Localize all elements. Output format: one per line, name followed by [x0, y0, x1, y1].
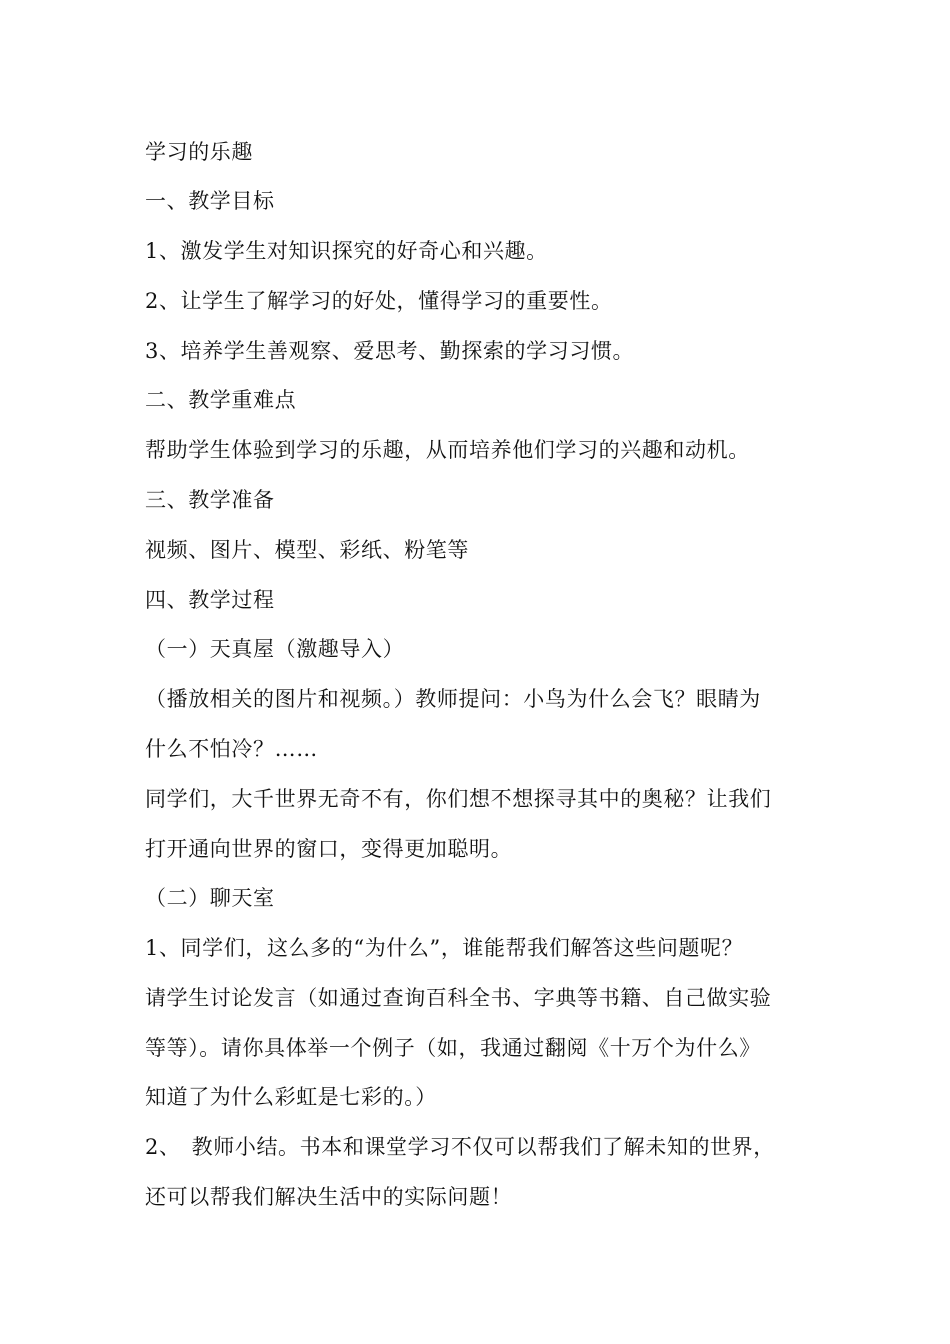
section-heading-process: 四、教学过程: [145, 588, 275, 612]
paragraph-line: 2、 教师小结。书本和课堂学习不仅可以帮我们了解未知的世界，: [145, 1135, 775, 1159]
paragraph-line: 知道了为什么彩虹是七彩的。）: [145, 1085, 437, 1109]
objective-item-1: 1、激发学生对知识探究的好奇心和兴趣。: [145, 239, 548, 263]
subsection-heading-1: （一）天真屋（激趣导入）: [145, 637, 405, 661]
objective-item-2: 2、让学生了解学习的好处，懂得学习的重要性。: [145, 289, 613, 313]
preparation-text: 视频、图片、模型、彩纸、粉笔等: [145, 538, 469, 562]
paragraph-line: 等等）。请你具体举一个例子（如，我通过翻阅《十万个为什么》: [145, 1036, 761, 1060]
paragraph-line: 同学们，大千世界无奇不有，你们想不想探寻其中的奥秘？让我们: [145, 787, 772, 811]
section-heading-preparation: 三、教学准备: [145, 488, 275, 512]
paragraph-line: 什么不怕冷？……: [145, 737, 318, 761]
paragraph-line: 还可以帮我们解决生活中的实际问题！: [145, 1185, 513, 1209]
paragraph-line: 打开通向世界的窗口，变得更加聪明。: [145, 837, 513, 861]
objective-item-3: 3、培养学生善观察、爱思考、勤探索的学习习惯。: [145, 339, 635, 363]
paragraph-line: （播放相关的图片和视频。）教师提问：小鸟为什么会飞？眼睛为: [145, 687, 761, 711]
key-points-text: 帮助学生体验到学习的乐趣，从而培养他们学习的兴趣和动机。: [145, 438, 750, 462]
subsection-heading-2: （二）聊天室: [145, 886, 275, 910]
section-heading-objectives: 一、教学目标: [145, 189, 275, 213]
document-title: 学习的乐趣: [145, 140, 253, 164]
section-heading-key-points: 二、教学重难点: [145, 388, 297, 412]
paragraph-line: 请学生讨论发言（如通过查询百科全书、字典等书籍、自己做实验: [145, 986, 772, 1010]
paragraph-line: 1、同学们，这么多的“为什么”，谁能帮我们解答这些问题呢？: [145, 936, 744, 960]
